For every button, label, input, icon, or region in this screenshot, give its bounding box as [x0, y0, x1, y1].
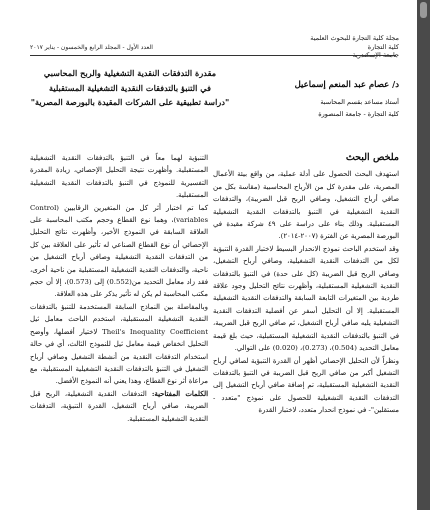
journal-name: مجلة كلية التجارة للبحوث العلمية: [310, 34, 399, 42]
vertical-scrollbar[interactable]: [417, 0, 430, 510]
abstract-paragraph: ونظراً لأن التحليل الإحصائي أظهر أن القدرة التنبؤية لصافي أرباح التشغيل أكبر من صافي الربح قبل الضريبة في التنبؤ بالتدفقات النقدية التشغيلية المستقبلية، تم إضافة صافي أرباح التشغيل إلى التدفقات النقدية التشغيلية للحصول على نموذج "متعدد - مستقلين"- في نموذج انحدار متعدد، لاختبار القدرة: [213, 356, 399, 415]
abstract-paragraph: وقد استخدم الباحث نموذج الانحدار البسيط لاختبار القدرة التنبؤية لكل من التدفقات النقدية التشغيلية، وصافي أرباح التشغيل، وصافي الربح قبل الضريبة (كل على حدة) في التنبؤ بالتدفقات النقدية التشغيلية المستقبلية، وأظهرت نتائج التحليل وجود علاقة طردية بين المتغيرات التابعة السابقة والتدفقات النقدية التشغيلية المستقبلية. إلا أن التحليل أسفر عن أفضلية التدفقات النقدية التشغيلية يليه صافي أرباح التشغيل، ثم صافي الربح قبل الضريبة، في التنبؤ بالتدفقات النقدية التشغيلية المستقبلية، حيث بلغ قيمة معامل التحديد (0.504)، (0.273)، (0.020) على التوالي.: [213, 244, 399, 353]
title-line: "دراسة تطبيقية على الشركات المقيدة بالبورصة المصرية": [30, 97, 230, 107]
issue-info: العدد الأول - المجلد الرابع والخمسون - يناير ٢٠١٧: [30, 44, 153, 51]
keywords-label: الكلمات المفتاحية:: [151, 389, 209, 398]
abstract-paragraph: التنبؤية لهما معاً في التنبؤ بالتدفقات النقدية التشغيلية المستقبلية. وأظهرت نتيجة التحليل الإحصائي، زيادة المقدرة التفسيرية للنموذج في التنبؤ بالتدفقات النقدية التشغيلية المستقبلية.: [30, 154, 208, 200]
keywords: [30, 388, 208, 425]
abstract-paragraph: استهدف البحث الحصول على أدلة عملية، من واقع بيئة الأعمال المصرية، على مقدرة كل من الأرباح المحاسبية (مقاسة بكل من صافي أرباح التشغيل، وصافي الربح قبل الضريبة)، والتدفقات النقدية التشغيلية في التنبؤ بالتدفقات النقدية التشغيلية المستقبلية. وذلك بناء على دراسة على ٤٩ شركة مقيدة في البورصة المصرية عن الفترة (٢٠٠٧-٢٠١٤).: [213, 170, 399, 241]
scrollbar-thumb[interactable]: [420, 2, 427, 18]
author-position: أستاذ مساعد بقسم المحاسبة: [320, 98, 399, 106]
abstract-column-right: [213, 152, 399, 417]
keywords-text: التدفقات النقدية التشغيلية، الربح قبل الضريبة، صافي أرباح التشغيل، القدرة التنبؤية، التدفقات النقدية التشغيلية المستقبلية.: [30, 389, 208, 423]
abstract-heading: ملخص البحث: [345, 152, 399, 163]
abstract-paragraph: كما تم اختبار أثر كل من المتغيرين الرقابيين (Control variables)، وهما نوع القطاع وحجم مكتب المحاسبة على العلاقة السابقة في النموذج الأخير، وأظهرت نتائج التحليل الإحصائي أن نوع القطاع الصناعي له تأثير على العلاقة بين كل من التدفقات النقدية التشغيلية وصافي أرباح التشغيل من ناحية، والتدفقات النقدية التشغيلية المستقبلية من ناحية أخرى، فقد زاد معامل التحديد من(0.552) إلى (0.573)، إلا أن حجم مكتب المحاسبة لم يكن له تأثير يذكر على هذه العلاقة.: [30, 203, 209, 299]
abstract-paragraph: وبالمفاضلة بين النماذج السابقة المستخدمة للتنبؤ بالتدفقات النقدية التشغيلية المستقبلية، استخدم الباحث معامل ثيل Theil's Inequality Coefficient لاختيار أفضلها، وأوضح التحليل انخفاض قيمة معامل ثيل للنموذج الثالث، أي في حالة استخدام التدفقات النقدية من أنشطة التشغيل وصافي أرباح التشغيل في التنبؤ بالتدفقات النقدية التشغيلية المستقبلية، مع مراعاة أثر نوع القطاع، وهذا يعني أنه النموذج الأفضل.: [30, 302, 208, 386]
journal-university: جامعة الإسكندرية: [352, 51, 399, 59]
paper-title: [30, 66, 230, 110]
abstract-column-left: [30, 152, 208, 425]
author-block: [239, 80, 399, 120]
header-divider: [30, 55, 396, 56]
journal-faculty: كلية التجارة: [367, 42, 399, 51]
title-line: في التنبؤ بالتدفقات النقدية التشغيلية المستقبلية: [48, 82, 212, 93]
title-line: مقدرة التدفقات النقدية التشغيلية والربح المحاسبي: [43, 68, 217, 78]
author-name: د/ عصام عبد المنعم إسماعيل: [294, 80, 399, 90]
author-affiliation: كلية التجارة - جامعة المنصورة: [318, 110, 399, 118]
